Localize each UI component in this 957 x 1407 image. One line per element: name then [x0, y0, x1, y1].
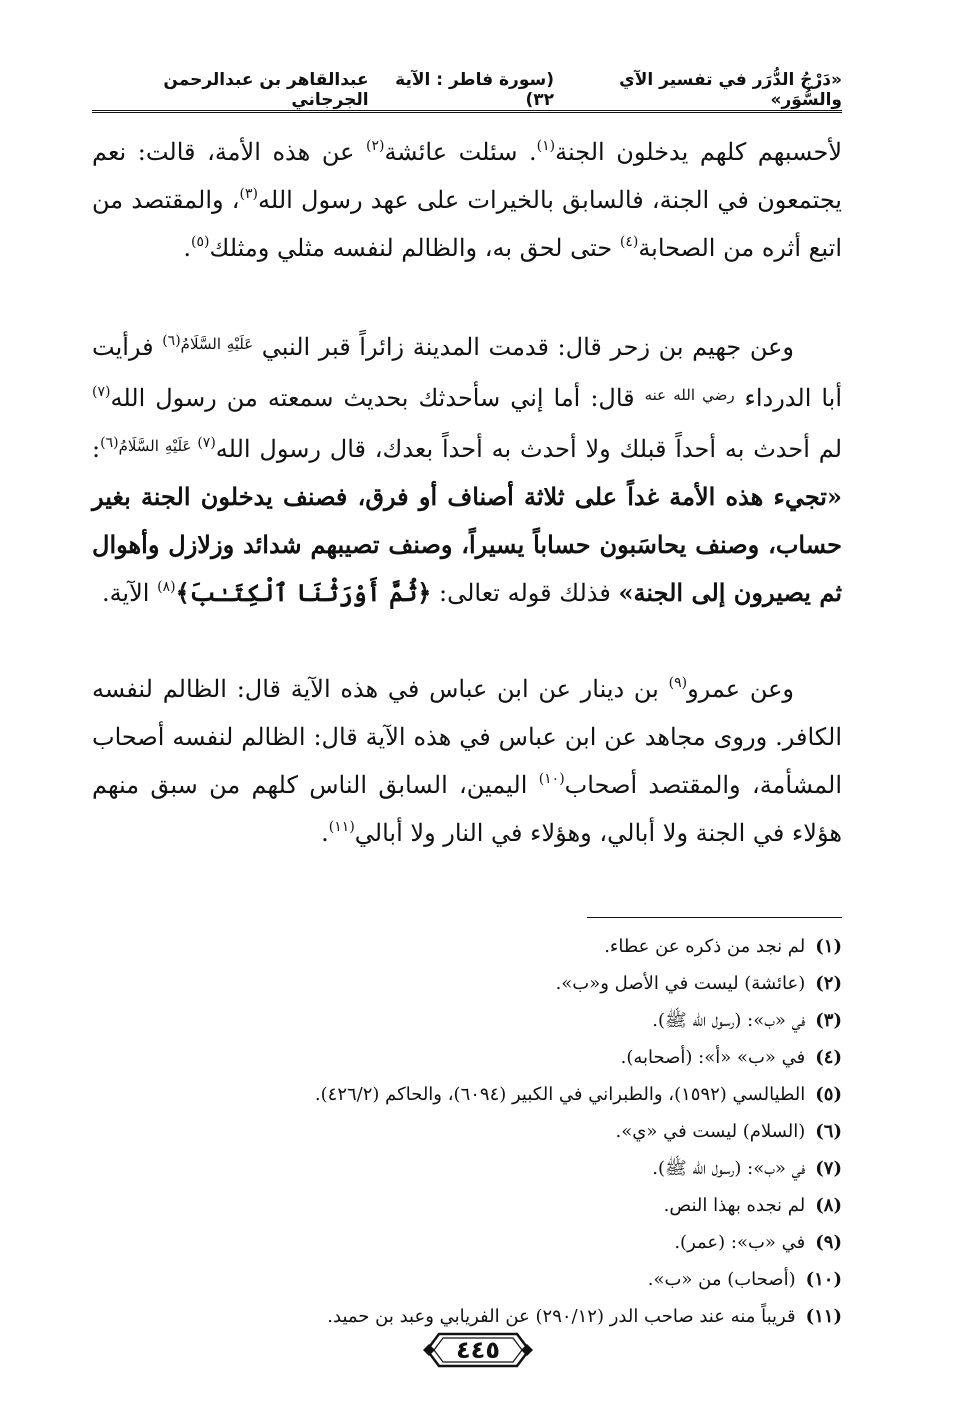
main-text: [92, 128, 842, 857]
footnote-item: [92, 1150, 842, 1187]
text-run: قال: أما إني سأحدثك بحديث سمعته من رسول الله: [110, 384, 645, 412]
footnote-ref: (٣): [239, 186, 258, 202]
footnote-number: (٤): [815, 1047, 842, 1068]
footnote-item: [92, 1002, 842, 1039]
text-run: لم أحدث به أحداً قبلك ولا أحدث به أحداً بعدك، قال رسول الله: [215, 435, 842, 463]
text-run: لأحسبهم كلهم يدخلون الجنة: [555, 138, 843, 166]
footnote-text: في «ب» «أ»: (أصحابه).: [620, 1047, 806, 1068]
surah-reference: (سورة فاطر : الآية ٣٢): [395, 70, 554, 110]
footnote-ref: (٧): [92, 384, 111, 400]
footnote-item: [92, 1187, 842, 1224]
text-run: عن هذه الأمة، قالت: نعم يجتمعون في الجنة، فالسابق بالخيرات على عهد رسول الله: [92, 138, 842, 214]
footnote-number: (١): [815, 936, 842, 957]
footnote-ref: (١١): [328, 819, 355, 835]
honorific-glyph: عَلَيْهِ السَّلَامُ: [118, 437, 198, 455]
page-number: ٤٤٥: [456, 1336, 500, 1364]
footnote-text: (السلام) ليست في «ي».: [615, 1121, 806, 1142]
footnote-ref: (٧): [197, 435, 216, 451]
footnote-number: (١٠): [805, 1269, 842, 1290]
text-run: . سئلت عائشة: [384, 138, 537, 166]
footnote-number: (٣): [815, 1010, 842, 1031]
footnote-item: [92, 1113, 842, 1150]
text-run: فرأيت أبا الدرداء: [92, 333, 842, 412]
footnote-text: قريباً منه عند صاحب الدر (٢٩٠/١٢) عن الفريابي وعبد بن حميد.: [327, 1306, 796, 1327]
footnote-item: [92, 928, 842, 965]
honorific-glyph: رضي الله عنه: [644, 386, 735, 404]
footnote-ref: (٤): [619, 234, 639, 250]
footnote-item: [92, 1076, 842, 1113]
paragraph-1: [92, 128, 842, 272]
text-run: اليمين، السابق الناس كلهم من سبق منهم هؤلاء في الجنة ولا أبالي، وهؤلاء في النار ولا أبالي: [92, 771, 842, 847]
footnote-number: (٧): [815, 1158, 842, 1179]
honorific-glyph: عَلَيْهِ السَّلَامُ: [180, 335, 254, 353]
text-run: فذلك قوله تعالى:: [431, 579, 619, 607]
footnote-text: لم نجده بهذا النص.: [663, 1195, 806, 1216]
footnote-divider: [587, 917, 842, 918]
page-number-ornament: [423, 1328, 533, 1372]
footnote-number: (٨): [815, 1195, 842, 1216]
paragraph-2: [92, 320, 842, 617]
footnote-number: (٥): [815, 1084, 842, 1105]
footnote-ref: (٨): [157, 579, 176, 595]
footnote-text: الطيالسي (١٥٩٢)، والطبراني في الكبير (٦٠٩٤)، والحاكم (٤٢٦/٢).: [314, 1084, 806, 1105]
footnote-text: في «ب»: (عمر).: [674, 1232, 806, 1253]
paragraph-3: [92, 665, 842, 857]
text-run: :: [92, 435, 101, 463]
footnote-text: في «ب»: (رسول الله ﷺ).: [652, 1010, 806, 1031]
text-run: وعن جهيم بن زحر قال: قدمت المدينة زائراً قبر النبي: [253, 333, 795, 361]
footnote-number: (٦): [815, 1121, 842, 1142]
text-run: بن دينار عن ابن عباس في هذه الآية قال: الظالم لنفسه الكافر. وروى مجاهد عن ابن عباس في هذه الآية قال: الظالم لنفسه أصحاب المشأمة، والمقتصد أصحاب: [92, 675, 842, 799]
quran-verse: ﴿ثُمَّ أَوْرَثْنَا ٱلْكِتَـٰبَ﴾: [175, 578, 432, 607]
footnote-item: [92, 1261, 842, 1298]
footnote-text: (عائشة) ليست في الأصل و«ب».: [555, 973, 806, 994]
footnote-text: في «ب»: (رسول الله ﷺ).: [652, 1158, 806, 1179]
hadith-quote: «تجيء هذه الأمة غداً على ثلاثة أصناف أو فرق، فصنف يدخلون الجنة بغير حساب، وصنف يحاسَبون حساباً يسيراً، وصنف تصيبهم شدائد وزلازل وأهوال ثم يصيرون إلى الجنة»: [92, 482, 842, 607]
text-run: .: [321, 819, 329, 847]
author-name: عبدالقاهر بن عبدالرحمن الجرجاني: [163, 70, 369, 110]
footnote-ref: (٦): [162, 333, 181, 349]
footnote-text: (أصحاب) من «ب».: [647, 1269, 796, 1290]
text-run: وعن عمرو: [687, 675, 794, 703]
text-run: .: [183, 234, 192, 262]
footnote-ref: (١): [536, 138, 556, 154]
footnote-item: [92, 1039, 842, 1076]
text-run: الآية.: [101, 579, 158, 607]
footnote-ref: (٥): [191, 234, 210, 250]
footnote-ref: (٩): [668, 675, 688, 691]
footnote-ref: (١٠): [538, 771, 565, 787]
text-run: حتى لحق به، والظالم لنفسه مثلي ومثلك: [209, 234, 620, 262]
footnote-number: (٢): [815, 973, 842, 994]
footnote-text: لم نجد من ذكره عن عطاء.: [604, 936, 806, 957]
book-title: «دَرْجُ الدُّرَر في تفسير الآي والسُّوَر»: [619, 70, 842, 110]
text-run: ، والمقتصد من اتبع أثره من الصحابة: [92, 186, 842, 262]
footnote-number: (٩): [815, 1232, 842, 1253]
footnote-item: [92, 965, 842, 1002]
footnote-ref: (٦): [100, 435, 119, 451]
running-header: [92, 70, 842, 110]
header-divider: [92, 110, 842, 113]
footnote-number: (١١): [805, 1306, 842, 1327]
footnotes: [92, 928, 842, 1335]
footnote-ref: (٢): [365, 138, 385, 154]
footnote-item: [92, 1224, 842, 1261]
